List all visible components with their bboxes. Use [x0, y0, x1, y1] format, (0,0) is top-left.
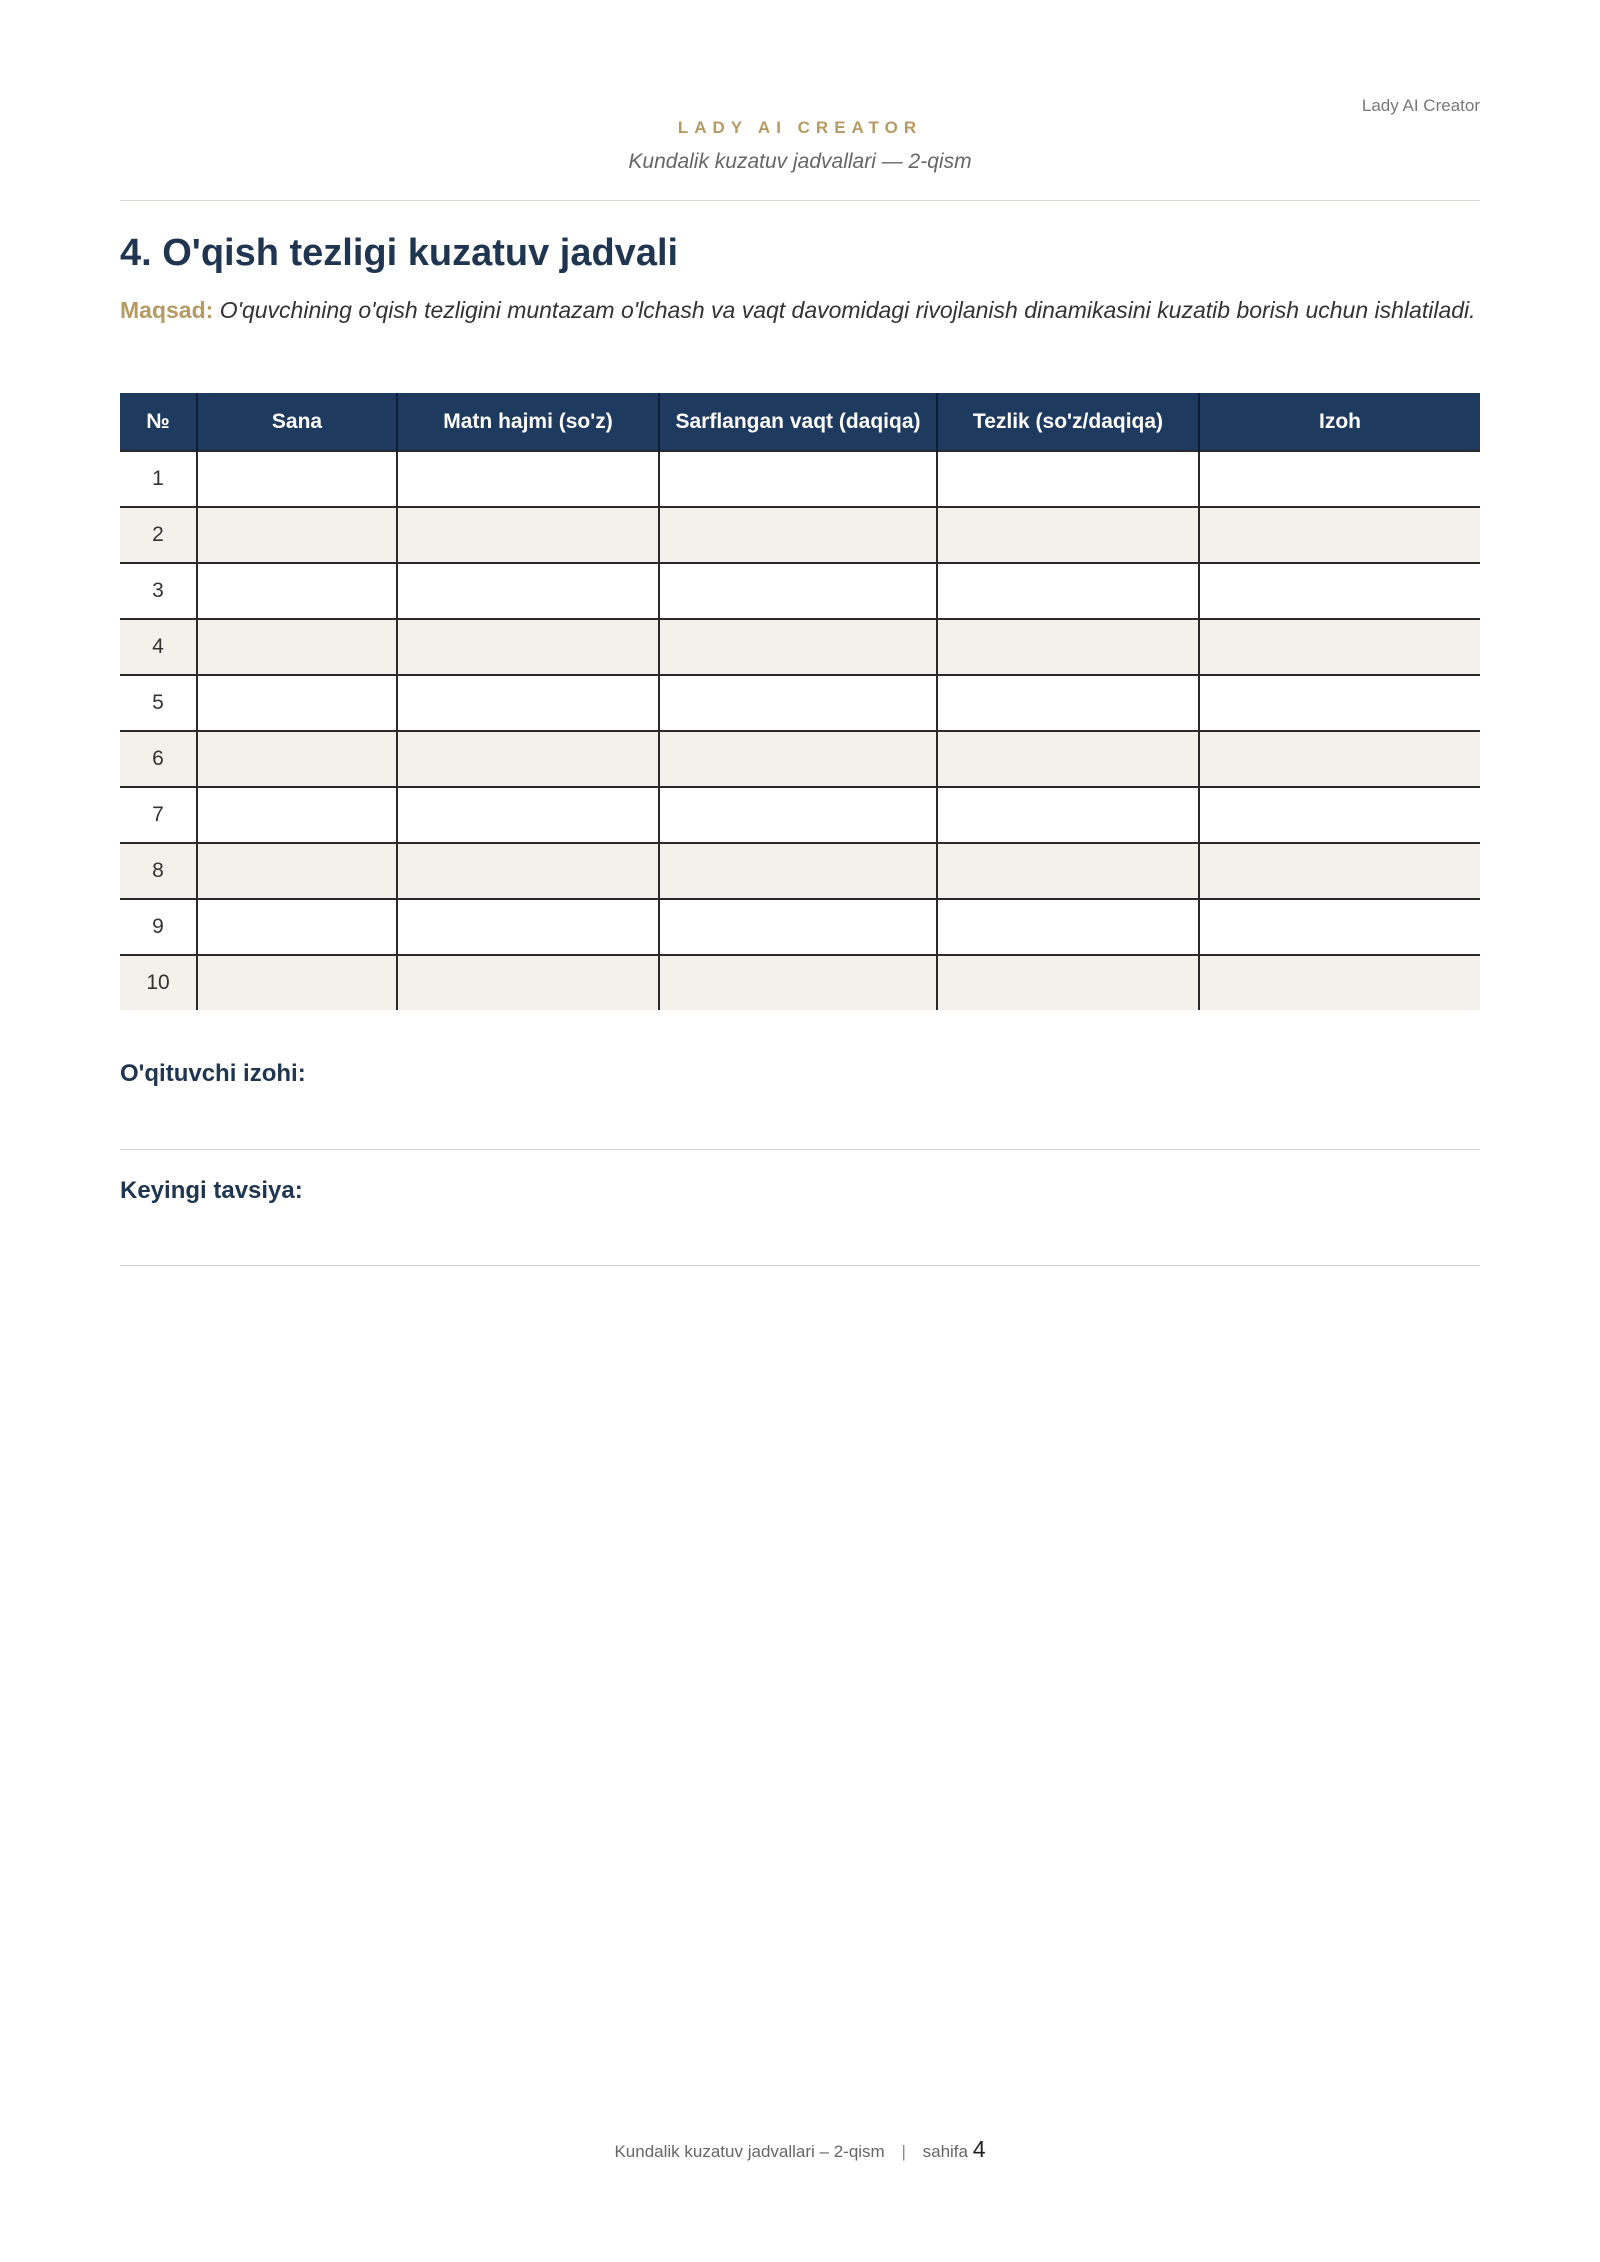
section-title: 4. O'qish tezligi kuzatuv jadvali — [120, 232, 679, 274]
table-cell[interactable] — [937, 955, 1199, 1010]
table-cell[interactable] — [397, 675, 659, 731]
table-row — [120, 619, 1480, 675]
row-number-cell: 7 — [120, 787, 197, 843]
column-header: № — [120, 393, 197, 451]
header-divider — [120, 200, 1480, 201]
table-cell[interactable] — [197, 899, 397, 955]
table-row — [120, 731, 1480, 787]
table-cell[interactable] — [937, 507, 1199, 563]
next-recommendation-line[interactable] — [120, 1265, 1480, 1266]
teacher-comment-line[interactable] — [120, 1149, 1480, 1150]
row-number-cell: 1 — [120, 451, 197, 507]
purpose-text: O'quvchining o'qish tezligini muntazam o'lchash va vaqt davomidagi rivojlanish dinamikasini kuzatib borish uchun ishlatiladi. — [219, 297, 1476, 323]
column-header: Tezlik (so'z/daqiqa) — [937, 393, 1199, 451]
table-row — [120, 563, 1480, 619]
page-header — [120, 118, 1480, 174]
table-cell[interactable] — [1199, 563, 1480, 619]
table-cell[interactable] — [397, 619, 659, 675]
column-header: Sana — [197, 393, 397, 451]
row-number-cell: 4 — [120, 619, 197, 675]
table-cell[interactable] — [937, 563, 1199, 619]
table-cell[interactable] — [197, 675, 397, 731]
row-number-cell: 3 — [120, 563, 197, 619]
table-cell[interactable] — [1199, 843, 1480, 899]
table-cell[interactable] — [397, 731, 659, 787]
table-cell[interactable] — [659, 563, 937, 619]
table-row — [120, 843, 1480, 899]
table-cell[interactable] — [397, 507, 659, 563]
table-cell[interactable] — [659, 731, 937, 787]
table-cell[interactable] — [1199, 451, 1480, 507]
table-cell[interactable] — [659, 507, 937, 563]
top-right-label: Lady AI Creator — [1361, 96, 1480, 115]
table-cell[interactable] — [197, 507, 397, 563]
header-subtitle: Kundalik kuzatuv jadvallari — 2-qism — [628, 150, 972, 173]
table-cell[interactable] — [659, 451, 937, 507]
column-header: Izoh — [1199, 393, 1480, 451]
table-cell[interactable] — [659, 619, 937, 675]
page-number: 4 — [972, 2136, 986, 2162]
table-cell[interactable] — [1199, 675, 1480, 731]
column-header: Sarflangan vaqt (daqiqa) — [659, 393, 937, 451]
table-cell[interactable] — [659, 955, 937, 1010]
table-cell[interactable] — [1199, 731, 1480, 787]
purpose-label: Maqsad: — [120, 297, 214, 323]
table-cell[interactable] — [397, 451, 659, 507]
table-cell[interactable] — [937, 787, 1199, 843]
table-cell[interactable] — [197, 451, 397, 507]
teacher-comment-label: O'qituvchi izohi: — [120, 1060, 306, 1087]
row-number-cell: 6 — [120, 731, 197, 787]
table-row — [120, 955, 1480, 1010]
table-cell[interactable] — [397, 787, 659, 843]
row-number-cell: 9 — [120, 899, 197, 955]
column-header: Matn hajmi (so'z) — [397, 393, 659, 451]
purpose-paragraph — [120, 293, 1480, 327]
table-header-row — [120, 393, 1480, 451]
table-cell[interactable] — [197, 843, 397, 899]
table-row — [120, 675, 1480, 731]
table-cell[interactable] — [197, 731, 397, 787]
table-cell[interactable] — [937, 451, 1199, 507]
table-cell[interactable] — [937, 899, 1199, 955]
table-cell[interactable] — [397, 955, 659, 1010]
footer-page-label: sahifa — [922, 2142, 968, 2161]
footer-separator: | — [901, 2142, 906, 2161]
table-cell[interactable] — [197, 619, 397, 675]
page-footer — [0, 2136, 1600, 2163]
table-cell[interactable] — [659, 843, 937, 899]
table-cell[interactable] — [937, 619, 1199, 675]
table-cell[interactable] — [1199, 955, 1480, 1010]
row-number-cell: 8 — [120, 843, 197, 899]
table-cell[interactable] — [397, 899, 659, 955]
table-cell[interactable] — [937, 731, 1199, 787]
table-row — [120, 451, 1480, 507]
table-cell[interactable] — [397, 563, 659, 619]
table-row — [120, 787, 1480, 843]
table-cell[interactable] — [659, 899, 937, 955]
table-cell[interactable] — [197, 955, 397, 1010]
row-number-cell: 2 — [120, 507, 197, 563]
table-cell[interactable] — [197, 787, 397, 843]
table-cell[interactable] — [1199, 899, 1480, 955]
table-cell[interactable] — [937, 843, 1199, 899]
reading-speed-table — [120, 393, 1480, 1010]
row-number-cell: 10 — [120, 955, 197, 1010]
table-cell[interactable] — [397, 843, 659, 899]
table-cell[interactable] — [1199, 507, 1480, 563]
table-cell[interactable] — [1199, 619, 1480, 675]
row-number-cell: 5 — [120, 675, 197, 731]
brand-label: LADY AI CREATOR — [677, 118, 923, 137]
table-body — [120, 451, 1480, 1010]
table-cell[interactable] — [659, 675, 937, 731]
table-row — [120, 899, 1480, 955]
table-cell[interactable] — [1199, 787, 1480, 843]
footer-text: Kundalik kuzatuv jadvallari – 2-qism — [614, 2142, 885, 2161]
table-row — [120, 507, 1480, 563]
table-cell[interactable] — [659, 787, 937, 843]
table-cell[interactable] — [197, 563, 397, 619]
next-recommendation-label: Keyingi tavsiya: — [120, 1177, 303, 1204]
table-cell[interactable] — [937, 675, 1199, 731]
